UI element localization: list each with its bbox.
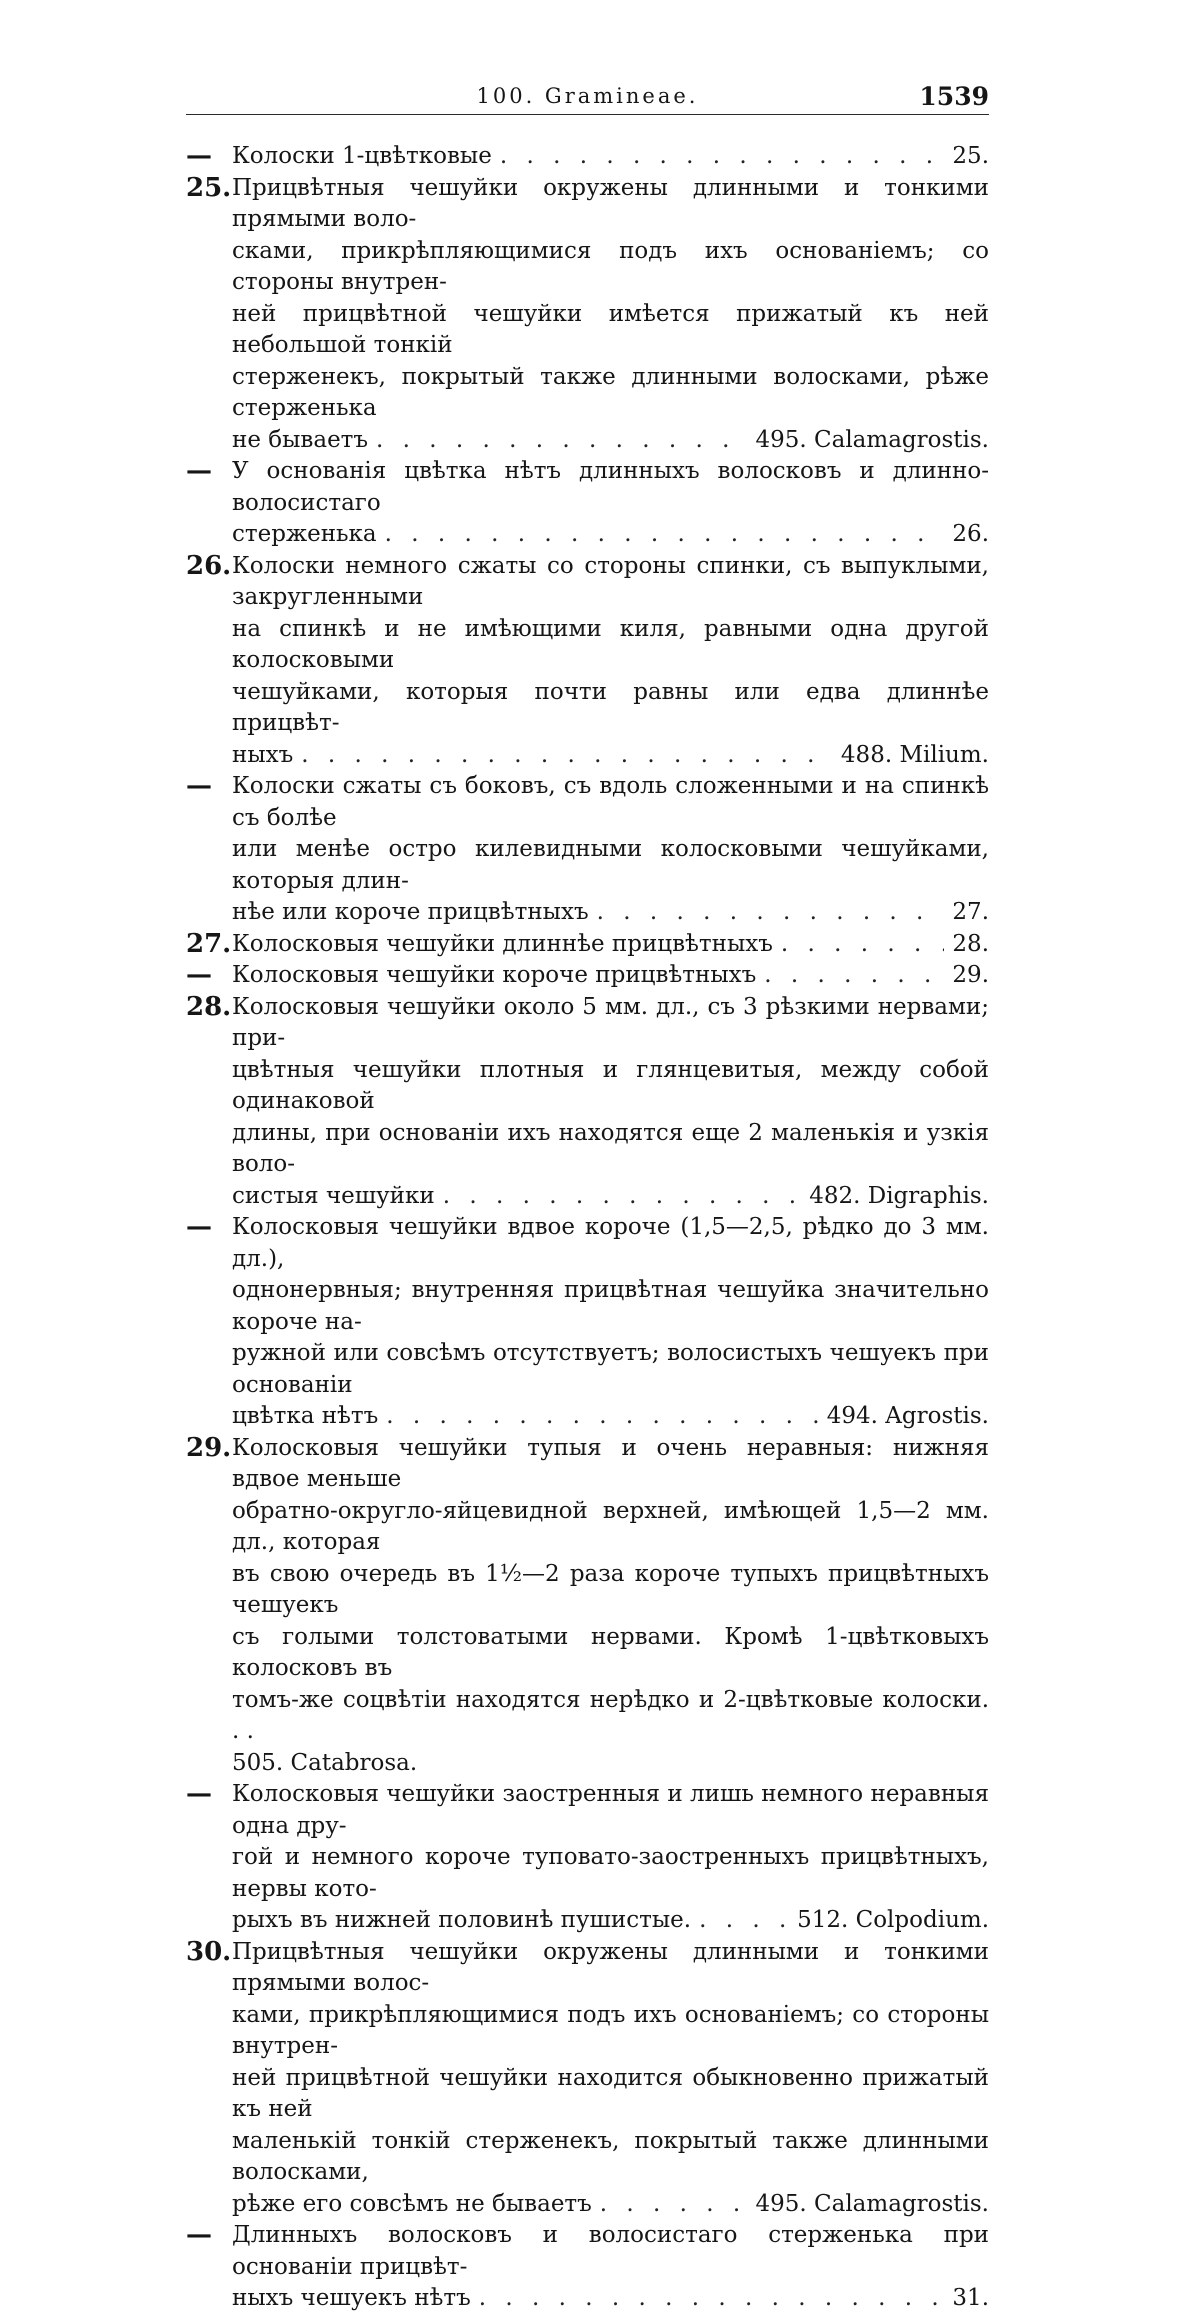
entry-line: Колоски сжаты съ боковъ, съ вдоль сложенными и на спинкѣ съ болѣе [232, 773, 989, 831]
key-entry [186, 1937, 989, 2221]
entry-line: сками, прикрѣпляющимися подъ ихъ основаніемъ; со стороны внутрен- [232, 237, 989, 295]
dot-leader [376, 425, 747, 457]
dot-leader [443, 1181, 802, 1213]
key-entry [186, 929, 989, 961]
entry-body [232, 551, 989, 772]
key-entry [186, 1779, 989, 1937]
entry-line: однонервныя; внутренняя прицвѣтная чешуйка значительно короче на- [232, 1277, 989, 1335]
key-target: 29. [952, 962, 989, 988]
entry-line: Колосковыя чешуйки тупыя и очень неравныя: нижняя вдвое меньше [232, 1434, 989, 1492]
entry-number: 30. [186, 1936, 232, 1967]
entry-line: маленькій тонкій стерженекъ, покрытый также длинными волосками, [232, 2127, 989, 2185]
dot-leader [386, 1401, 818, 1433]
entry-body [232, 929, 989, 961]
leader-line [232, 425, 989, 457]
key-entry [186, 960, 989, 992]
dot-leader [500, 141, 945, 173]
dot-leader [781, 929, 945, 961]
key-entry [186, 2220, 989, 2315]
entry-body [232, 1937, 989, 2221]
entry-line: ней прицвѣтной чешуйки находится обыкновенно прижатый къ ней [232, 2064, 989, 2122]
key-entry [186, 551, 989, 772]
leader-line [232, 2283, 989, 2315]
leader-text: стерженька [232, 521, 377, 547]
key-entry [186, 1433, 989, 1780]
entry-body [232, 1433, 989, 1780]
leader-line [232, 960, 989, 992]
leader-text: Колоски 1-цвѣтковые [232, 143, 492, 169]
entry-line: цвѣтныя чешуйки плотныя и глянцевитыя, между собой одинаковой [232, 1056, 989, 1114]
entry-line: Колосковыя чешуйки вдвое короче (1,5—2,5, рѣдко до 3 мм. дл.), [232, 1214, 989, 1272]
entry-body [232, 173, 989, 457]
key-target: 482. Digraphis. [809, 1182, 989, 1209]
entry-number: 27. [186, 928, 232, 959]
key-target: 27. [952, 899, 989, 925]
leader-text: нѣе или короче прицвѣтныхъ [232, 899, 589, 925]
entry-number: — [186, 1212, 212, 1242]
entry-line: Колосковыя чешуйки заостренныя и лишь немного неравныя одна дру- [232, 1781, 989, 1839]
entry-line: или менѣе остро килевидными колосковыми чешуйками, которыя длин- [232, 836, 989, 894]
entry-number: — [186, 771, 212, 801]
leader-line [232, 929, 989, 961]
leader-line [232, 1181, 989, 1213]
entry-line: Прицвѣтныя чешуйки окружены длинными и тонкими прямыми волос- [232, 1938, 989, 1996]
dot-leader [699, 1905, 789, 1937]
leader-line [232, 2189, 989, 2221]
key-target: 495. Calamagrostis. [755, 2190, 989, 2217]
key-entry [186, 173, 989, 457]
entry-line: Длинныхъ волосковъ и волосистаго стерженька при основаніи прицвѣт- [232, 2222, 989, 2280]
key-target: 31. [952, 2285, 989, 2311]
leader-text: Колосковыя чешуйки длиннѣе прицвѣтныхъ [232, 930, 773, 957]
key-target: 488. Milium. [840, 741, 989, 768]
key-target: 28. [952, 930, 989, 957]
entry-body [232, 960, 989, 992]
dot-leader [597, 897, 945, 929]
dot-leader [301, 740, 833, 772]
entry-line: ней прицвѣтной чешуйки имѣется прижатый къ ней небольшой тонкій [232, 300, 989, 358]
entry-line: Колосковыя чешуйки около 5 мм. дл., съ 3 рѣзкими нервами; при- [232, 993, 989, 1051]
entry-line: томъ-же соцвѣтіи находятся нерѣдко и 2-цвѣтковые колоски. . . [232, 1686, 989, 1744]
entry-body [232, 771, 989, 929]
key-target: 512. Colpodium. [797, 1907, 989, 1933]
key-entry [186, 141, 989, 173]
entry-number: — [186, 1779, 212, 1809]
entry-number: 29. [186, 1432, 232, 1463]
key-target: 505. Catabrosa. [232, 1749, 418, 1776]
key-entry [186, 771, 989, 929]
identification-key [186, 141, 989, 2315]
header-rule [186, 114, 989, 115]
dot-leader [385, 519, 945, 551]
entry-body [232, 141, 989, 173]
entry-line: на спинкѣ и не имѣющими киля, равными одна другой колосковыми [232, 615, 989, 673]
dot-leader [479, 2283, 945, 2315]
entry-number: — [186, 2220, 212, 2250]
entry-line: длины, при основаніи ихъ находятся еще 2 маленькія и узкія воло- [232, 1119, 989, 1177]
page-number: 1539 [919, 82, 989, 111]
entry-number: — [186, 141, 212, 171]
leader-line [232, 1401, 989, 1433]
leader-text: рѣже его совсѣмъ не бываетъ [232, 2190, 592, 2217]
entry-body [232, 1779, 989, 1937]
leader-line [232, 141, 989, 173]
entry-number: 25. [186, 172, 232, 203]
entry-line: Колоски немного сжаты со стороны спинки, съ выпуклыми, закругленными [232, 552, 989, 610]
entry-line: гой и немного короче туповато-заостренныхъ прицвѣтныхъ, нервы кото- [232, 1844, 989, 1902]
key-target: 26. [952, 521, 989, 547]
page-header [186, 84, 989, 118]
leader-text: Колосковыя чешуйки короче прицвѣтныхъ [232, 962, 757, 988]
entry-number: — [186, 456, 212, 486]
entry-line: обратно-округло-яйцевидной верхней, имѣющей 1,5—2 мм. дл., которая [232, 1497, 989, 1555]
leader-text: не бываетъ [232, 426, 369, 453]
key-entry [186, 456, 989, 551]
entry-body [232, 1212, 989, 1433]
entry-line: У основанія цвѣтка нѣтъ длинныхъ волосковъ и длинно-волосистаго [232, 458, 989, 516]
entry-line: въ свою очередь въ 1½—2 раза короче тупыхъ прицвѣтныхъ чешуекъ [232, 1560, 989, 1618]
entry-line: ружной или совсѣмъ отсутствуетъ; волосистыхъ чешуекъ при основаніи [232, 1340, 989, 1398]
entry-body [232, 992, 989, 1213]
leader-text: цвѣтка нѣтъ [232, 1403, 379, 1429]
key-target: 494. Agrostis. [826, 1403, 989, 1429]
entry-number: 26. [186, 550, 232, 581]
dot-leader [600, 2189, 748, 2221]
leader-text: ныхъ чешуекъ нѣтъ [232, 2285, 471, 2311]
entry-number: — [186, 960, 212, 990]
leader-text: рыхъ въ нижней половинѣ пушистые. [232, 1907, 692, 1933]
entry-line: чешуйками, которыя почти равны или едва длиннѣе прицвѣт- [232, 678, 989, 736]
leader-line [232, 519, 989, 551]
entry-line: съ голыми толстоватыми нервами. Кромѣ 1-цвѣтковыхъ колосковъ въ [232, 1623, 989, 1681]
leader-line [232, 740, 989, 772]
leader-line [232, 1905, 989, 1937]
entry-body [232, 2220, 989, 2315]
entry-line: Прицвѣтныя чешуйки окружены длинными и тонкими прямыми воло- [232, 174, 989, 232]
entry-line: ками, прикрѣпляющимися подъ ихъ основаніемъ; со стороны внутрен- [232, 2001, 989, 2059]
dot-leader [764, 960, 944, 992]
running-title: 100. Gramineae. [476, 84, 699, 108]
key-entry [186, 992, 989, 1213]
key-entry [186, 1212, 989, 1433]
entry-line: стерженекъ, покрытый также длинными волосками, рѣже стерженька [232, 363, 989, 421]
leader-text: систыя чешуйки [232, 1182, 435, 1209]
leader-text: ныхъ [232, 741, 294, 768]
key-target: 495. Calamagrostis. [755, 426, 989, 453]
key-target: 25. [952, 143, 989, 169]
entry-number: 28. [186, 991, 232, 1022]
entry-body [232, 456, 989, 551]
leader-line [232, 897, 989, 929]
